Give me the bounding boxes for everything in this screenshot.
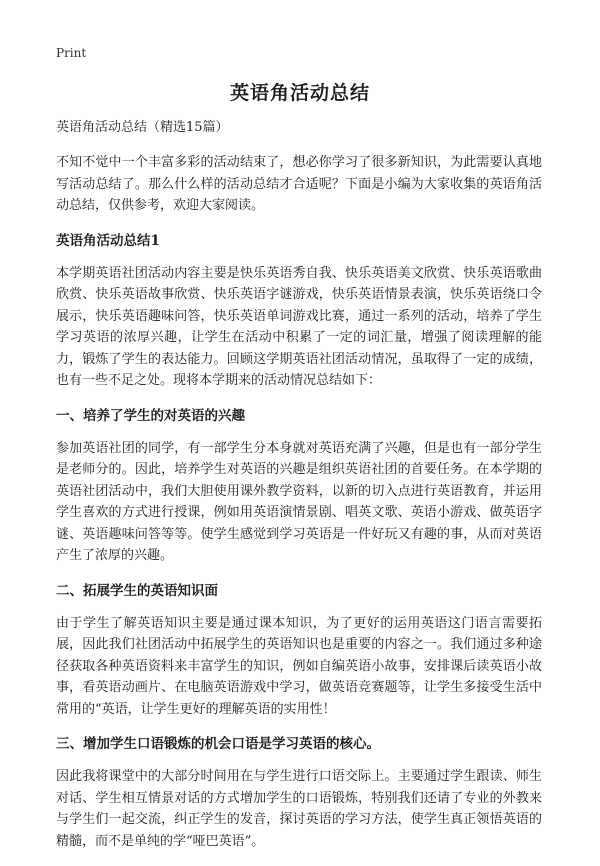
heading-interest: 一、培养了学生的对英语的兴趣	[56, 407, 245, 424]
print-link[interactable]: Print	[56, 46, 87, 60]
section-title: 英语角活动总结1	[56, 232, 160, 249]
intro-paragraph: 不知不觉中一个丰富多彩的活动结束了，想必你学习了很多新知识，为此需要认真地写活动总结了。那么什么样的活动总结才合适呢？下面是小编为大家收集的英语角活动总结，仅供参考，欢迎大家阅读。	[56, 155, 542, 213]
paragraph-interest: 参加英语社团的同学，有一部学生分本身就对英语充满了兴趣，但是也有一部分学生是老师分的。因此，培养学生对英语的兴趣是组织英语社团的首要任务。在本学期的英语社团活动中，我们大胆使用课外教学资料，以新的切入点进行英语教育，并运用学生喜欢的方式进行授课，例如用英语演情景剧、唱英文歌、英语小游戏、做英语字谜、英语趣味问答等等。使学生感觉到学习英语是一件好玩又有趣的事，从而对英语产生了浓厚的兴趣。	[56, 440, 542, 563]
document-body	[56, 118, 542, 866]
page-title: 英语角活动总结	[229, 82, 370, 104]
paragraph-oral: 因此我将课堂中的大部分时间用在与学生进行口语交际上。主要通过学生跟读、师生对话、学生相互情景对话的方式增加学生的口语锻炼，特别我们还请了专业的外教来与学生们一起交流，纠正学生的发音，探讨英语的学习方法，使学生真正领悟英语的精髓，而不是单纯的学“哑巴英语”。	[56, 769, 542, 849]
section-paragraph: 本学期英语社团活动内容主要是快乐英语秀自我、快乐英语美文欣赏、快乐英语歌曲欣赏、快乐英语故事欣赏、快乐英语字谜游戏，快乐英语情景表演，快乐英语绕口令展示，快乐英语趣味问答，快乐英语单词游戏比赛，通过一系列的活动，培养了学生学习英语的浓厚兴趣，让学生在活动中积累了一定的词汇量，增强了阅读理解的能力，锻炼了学生的表达能力。回顾这学期英语社团活动情况，虽取得了一定的成绩，也有一些不足之处。现将本学期来的活动情况总结如下：	[56, 265, 542, 388]
heading-knowledge: 二、拓展学生的英语知识面	[56, 582, 218, 599]
document-subtitle: 英语角活动总结（精选15篇）	[56, 120, 229, 135]
heading-oral: 三、增加学生口语锻炼的机会口语是学习英语的核心。	[56, 736, 380, 752]
paragraph-knowledge: 由于学生了解英语知识主要是通过课本知识，为了更好的运用英语这门语言需要拓展，因此我们社团活动中拓展学生的英语知识也是重要的内容之一。我们通过多种途径获取各种英语资料来丰富学生的知识，例如自编英语小故事，安排课后读英语小故事，看英语动画片、在电脑英语游戏中学习，做英语竞赛题等，让学生多接受生活中常用的“英语，让学生更好的理解英语的实用性！	[56, 615, 542, 717]
